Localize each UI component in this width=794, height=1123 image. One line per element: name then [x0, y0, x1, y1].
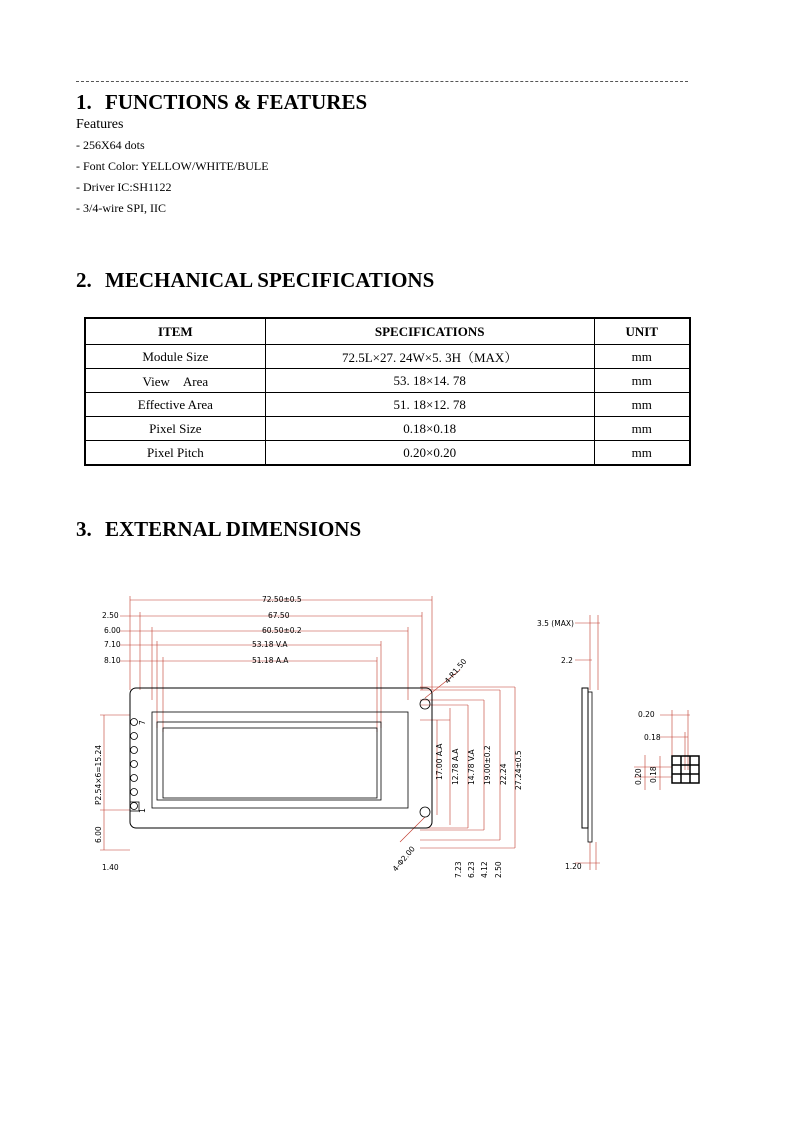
pin-pitch-label: P2.54×6=15.24: [94, 744, 103, 805]
cell-item: Effective Area: [85, 393, 265, 417]
cell-item: Module Size: [85, 345, 265, 369]
cell-spec: 0.18×0.18: [265, 417, 594, 441]
bottom-left-label: 1.40: [102, 863, 119, 872]
table-row: [85, 441, 690, 466]
dim-left-2: 6.00: [104, 626, 121, 635]
dim-right-19: 19.00±0.2: [483, 745, 492, 785]
hole-radius-label: 4-R1.50: [442, 656, 469, 686]
section-3-heading: 3. EXTERNAL DIMENSIONS: [76, 517, 362, 541]
pin-1-label: 1: [138, 808, 147, 813]
dim-bottom-723: 7.23: [454, 861, 463, 878]
dim-right-va: 14.78 V.A: [467, 749, 476, 785]
mechanical-spec-table: [84, 317, 691, 466]
feature-item: - 3/4-wire SPI, IIC: [76, 201, 166, 215]
cell-unit: mm: [594, 369, 690, 393]
cell-unit: mm: [594, 417, 690, 441]
header-rule: [76, 81, 688, 82]
hole-diameter-label: 4-Φ2.00: [390, 844, 417, 874]
table-row: [85, 369, 690, 393]
cell-spec: 51. 18×12. 78: [265, 393, 594, 417]
dimension-lines: [100, 596, 690, 870]
dim-length-3: 60.50±0.2: [262, 626, 302, 635]
cell-item: Pixel Pitch: [85, 441, 265, 466]
dim-bottom-250: 2.50: [494, 861, 503, 878]
dim-left-1: 2.50: [102, 611, 119, 620]
dim-right-27: 27.24±0.5: [514, 750, 523, 790]
table-row: [85, 417, 690, 441]
cell-item: View Area: [85, 369, 265, 393]
feature-item: - Font Color: YELLOW/WHITE/BULE: [76, 159, 269, 173]
module-outline: [130, 688, 699, 842]
feature-item: - 256X64 dots: [76, 138, 145, 152]
dim-right-22: 22.24: [499, 763, 508, 785]
pin-bottom-label: 6.00: [94, 826, 103, 843]
pixel-pitch-v-label: 0.20: [634, 768, 643, 785]
pixel-size-v-label: 0.18: [649, 766, 658, 783]
cell-unit: mm: [594, 393, 690, 417]
cell-spec: 0.20×0.20: [265, 441, 594, 466]
dim-left-3: 7.10: [104, 640, 121, 649]
side-22-label: 2.2: [561, 656, 573, 665]
side-120-label: 1.20: [565, 862, 582, 871]
dim-view-area: 53.18 V.A: [252, 640, 288, 649]
dim-right-aa: 12.78 A.A: [451, 748, 460, 785]
dim-active-area: 51.18 A.A: [252, 656, 289, 665]
external-dimensions-drawing: [0, 580, 794, 880]
dim-length-2: 67.50: [268, 611, 290, 620]
dim-bottom-623: 6.23: [467, 861, 476, 878]
pixel-size-h-label: 0.18: [644, 733, 661, 742]
cell-unit: mm: [594, 441, 690, 466]
feature-item: - Driver IC:SH1122: [76, 180, 172, 194]
table-row: [85, 345, 690, 369]
pixel-pitch-h-label: 0.20: [638, 710, 655, 719]
pin-7-label: 7: [138, 720, 147, 725]
side-max-label: 3.5 (MAX): [537, 619, 574, 628]
cell-unit: mm: [594, 345, 690, 369]
section-1-heading: 1. FUNCTIONS & FEATURES: [76, 90, 368, 114]
dim-bottom-412: 4.12: [480, 861, 489, 878]
header-unit: UNIT: [594, 318, 690, 345]
features-label: Features: [76, 117, 124, 132]
dim-left-4: 8.10: [104, 656, 121, 665]
header-item: ITEM: [85, 318, 265, 345]
cell-spec: 72.5L×27. 24W×5. 3H（MAX）: [265, 345, 594, 369]
dim-right-aa-17: 17.00 A.A: [435, 743, 444, 780]
section-2-heading: 2. MECHANICAL SPECIFICATIONS: [76, 268, 435, 292]
cell-spec: 53. 18×14. 78: [265, 369, 594, 393]
header-specifications: SPECIFICATIONS: [265, 318, 594, 345]
table-row: [85, 393, 690, 417]
table-header-row: [85, 318, 690, 345]
cell-item: Pixel Size: [85, 417, 265, 441]
dim-overall-length: 72.50±0.5: [262, 595, 302, 604]
